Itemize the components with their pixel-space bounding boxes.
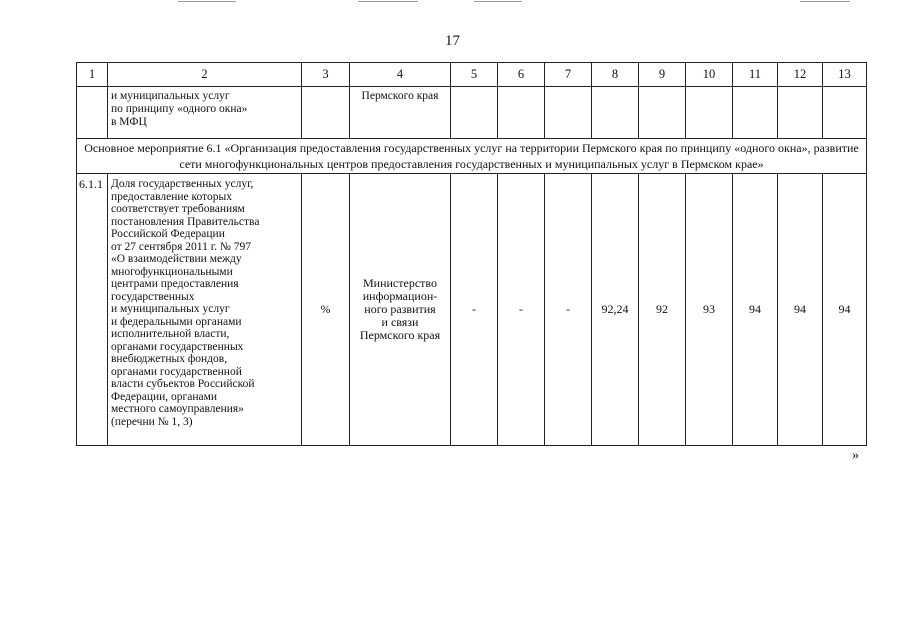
table-cell — [686, 87, 733, 139]
page-number: 17 — [445, 33, 460, 49]
column-number: 13 — [823, 63, 867, 87]
column-number: 3 — [302, 63, 350, 87]
value-col8: 92,24 — [592, 174, 639, 446]
table-cell — [823, 87, 867, 139]
value-col6: - — [498, 174, 545, 446]
table-cell — [545, 87, 592, 139]
continuation-row — [77, 87, 867, 139]
column-number: 10 — [686, 63, 733, 87]
table-cell — [639, 87, 686, 139]
indicator-name-continued: и муниципальных услуг по принципу «одного окна» в МФЦ — [108, 87, 302, 139]
column-number: 5 — [451, 63, 498, 87]
column-number: 1 — [77, 63, 108, 87]
agency-continued: Пермского края — [350, 87, 451, 139]
table-cell — [451, 87, 498, 139]
value-col5: - — [451, 174, 498, 446]
table-header-row — [77, 63, 867, 87]
column-number: 11 — [733, 63, 778, 87]
section-heading-row — [77, 139, 867, 174]
section-heading: Основное мероприятие 6.1 «Организация предоставления государственных услуг на территории Пермского края по принципу «одного окна», развитие сети многофункциональных центров предоставления государственных и муниципальных услуг в Пермском крае» — [77, 139, 867, 174]
table-cell — [302, 87, 350, 139]
table-cell — [778, 87, 823, 139]
closing-quote: » — [852, 448, 859, 463]
table-row — [77, 174, 867, 446]
value-col10: 93 — [686, 174, 733, 446]
value-col9: 92 — [639, 174, 686, 446]
table-cell — [498, 87, 545, 139]
column-number: 12 — [778, 63, 823, 87]
value-col7: - — [545, 174, 592, 446]
table-cell — [77, 87, 108, 139]
table-cell — [592, 87, 639, 139]
value-col12: 94 — [778, 174, 823, 446]
value-col13: 94 — [823, 174, 867, 446]
unit-cell: % — [302, 174, 350, 446]
column-number: 2 — [108, 63, 302, 87]
value-col11: 94 — [733, 174, 778, 446]
column-number: 9 — [639, 63, 686, 87]
column-number: 6 — [498, 63, 545, 87]
table-cell — [733, 87, 778, 139]
column-number: 7 — [545, 63, 592, 87]
indicator-table — [76, 62, 867, 446]
column-number: 4 — [350, 63, 451, 87]
row-number: 6.1.1 — [77, 174, 108, 446]
scan-artifact-lines — [0, 0, 905, 4]
agency-cell: Министерство информацион- ного развития и связи Пермского края — [350, 174, 451, 446]
indicator-name: Доля государственных услуг, предоставление которых соответствует требованиям постановления Правительства Российской Федерации от 27 сентября 2011 г. № 797 «О взаимодействии между многофункциональными центрами предоставления государственных и муниципальных услуг и федеральными органами исполнительной власти, органами государственных внебюджетных фондов, органами государственной власти субъектов Российской Федерации, органами местного самоуправления» (перечни № 1, 3) — [108, 174, 302, 446]
column-number: 8 — [592, 63, 639, 87]
